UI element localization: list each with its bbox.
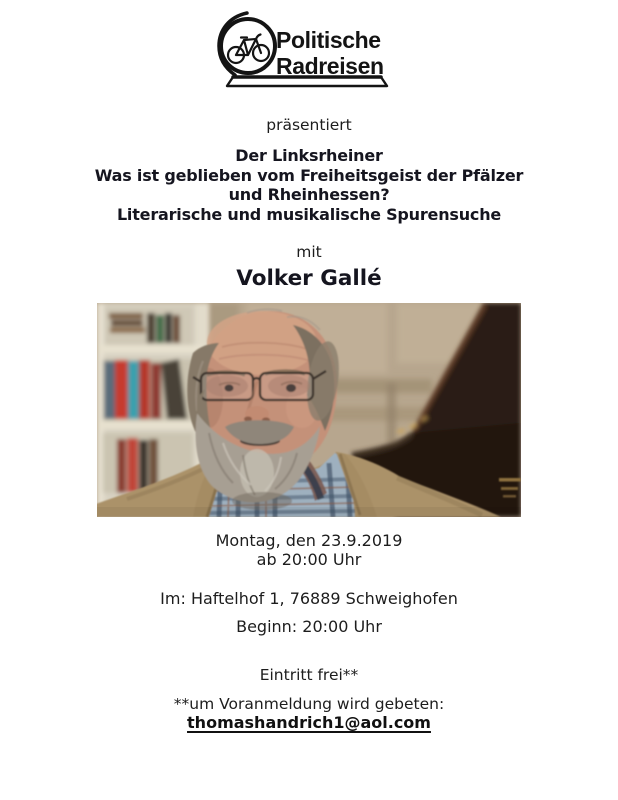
admission-note: Eintritt frei**	[259, 666, 359, 684]
event-location: Im: Haftelhof 1, 76889 Schweighofen	[160, 589, 458, 608]
logo-text-line2: Radreisen	[276, 53, 384, 79]
contact-email-link[interactable]: thomashandrich1@aol.com	[187, 713, 431, 732]
event-title-line-4: Literarische und musikalische Spurensuche	[116, 204, 502, 224]
event-title	[0, 146, 618, 224]
globe-bicycle-icon	[214, 8, 404, 90]
speaker-name: Volker Gallé	[236, 266, 382, 291]
event-begin-time: Beginn: 20:00 Uhr	[236, 617, 382, 636]
with-label: mit	[296, 243, 322, 261]
registration-note: **um Voranmeldung wird gebeten:	[173, 695, 445, 713]
event-title-line-3: und Rheinhessen?	[228, 185, 390, 204]
politische-radreisen-logo	[214, 8, 404, 94]
speaker-photo	[97, 303, 521, 517]
event-time: ab 20:00 Uhr	[256, 550, 362, 569]
logo-text-line1: Politische	[276, 27, 381, 53]
event-date: Montag, den 23.9.2019	[215, 531, 403, 550]
contact-email-row	[0, 713, 618, 732]
event-title-line-1: Der Linksrheiner	[235, 146, 383, 165]
event-title-line-2: Was ist geblieben vom Freiheitsgeist der Pfälzer	[94, 165, 524, 185]
presents-label: präsentiert	[266, 116, 352, 134]
